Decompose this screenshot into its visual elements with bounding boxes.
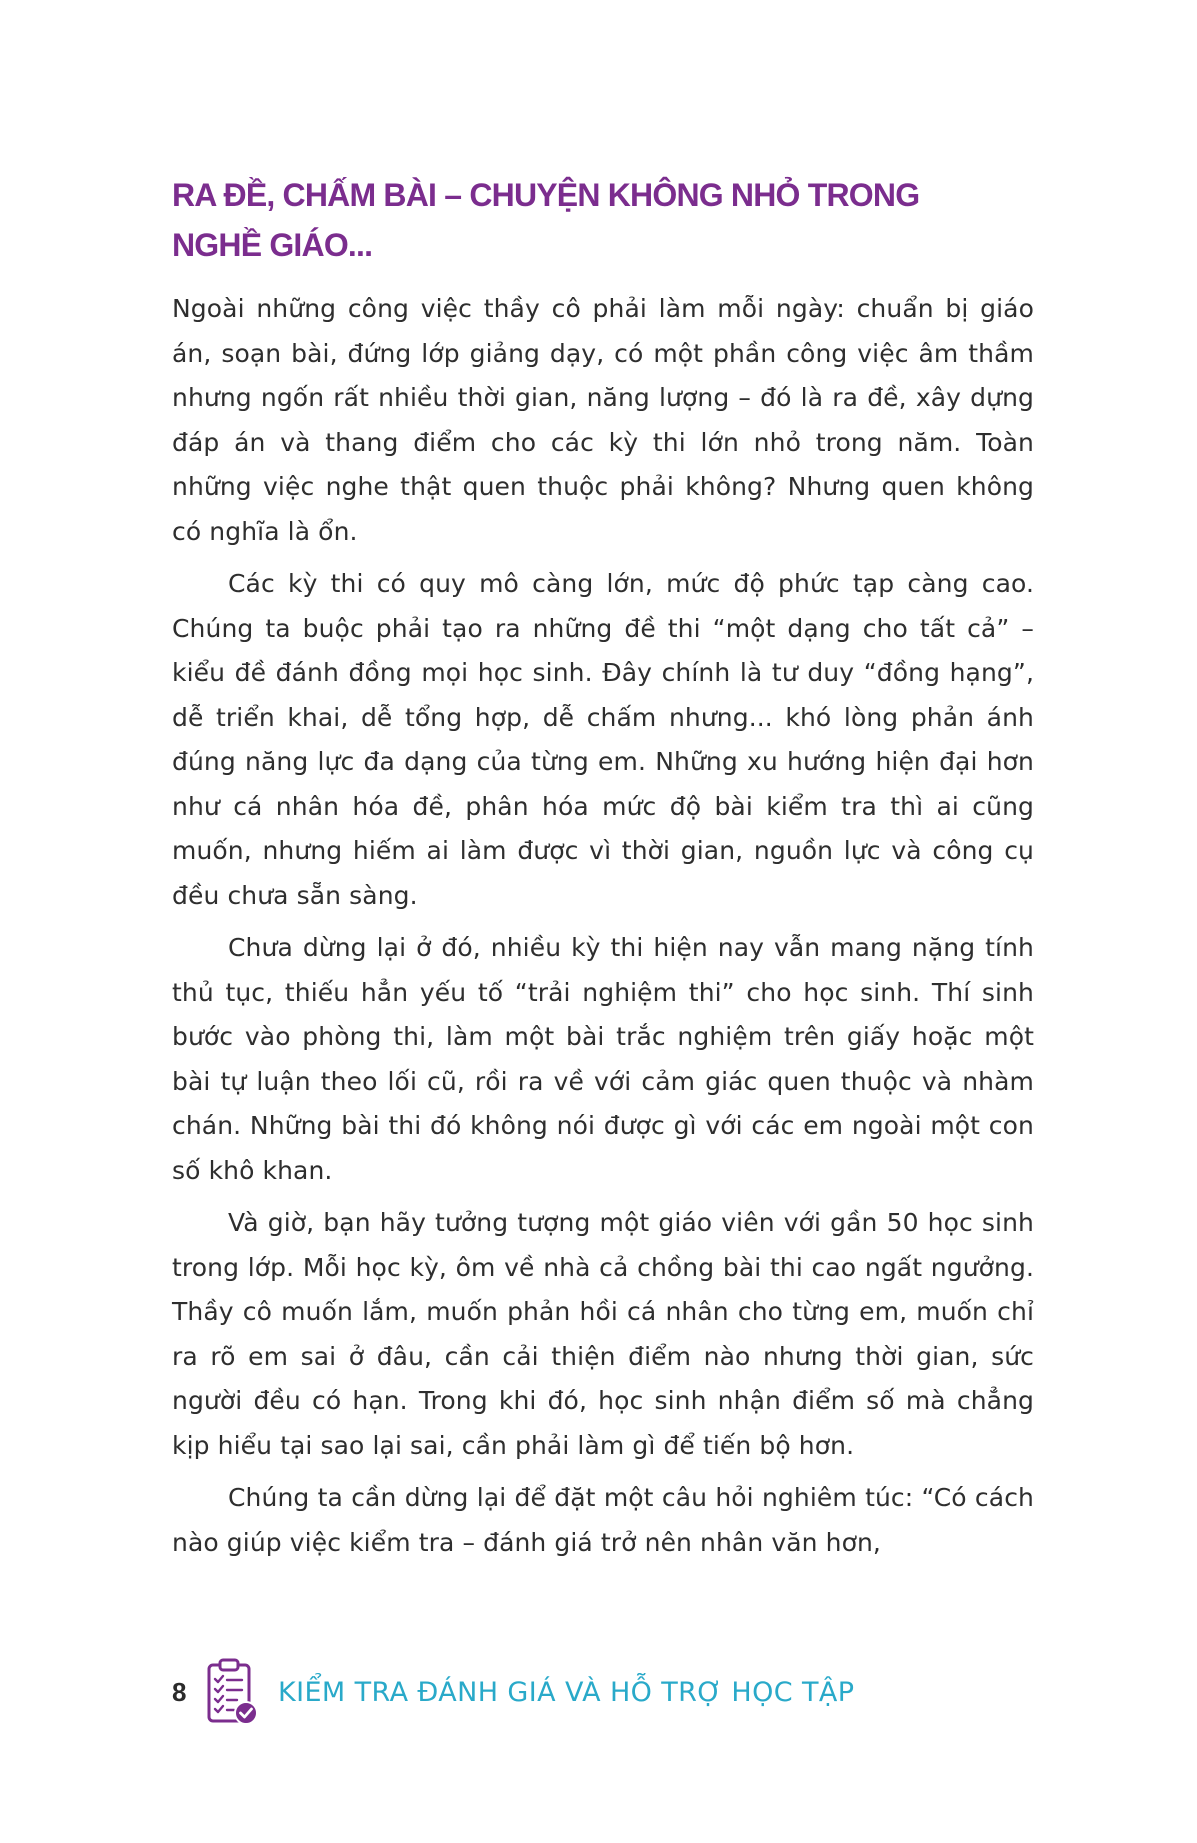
body-text — [172, 287, 1034, 1573]
section-heading — [172, 170, 1052, 270]
page-number: 8 — [172, 1676, 187, 1707]
paragraph-5: Chúng ta cần dừng lại để đặt một câu hỏi nghiêm túc: “Có cách nào giúp việc kiểm tra – đánh giá trở nên nhân văn hơn, — [172, 1483, 1034, 1557]
paragraph-3: Chưa dừng lại ở đó, nhiều kỳ thi hiện nay vẫn mang nặng tính thủ tục, thiếu hẳn yếu tố “trải nghiệm thi” cho học sinh. Thí sinh bước vào phòng thi, làm một bài trắc nghiệm trên giấy hoặc một bài tự luận theo lối cũ, rồi ra về với cảm giác quen thuộc và nhàm chán. Những bài thi đó không nói được gì với các em ngoài một con số khô khan. — [172, 933, 1034, 1185]
section-heading-line1: RA ĐỀ, CHẤM BÀI – CHUYỆN KHÔNG NHỎ TRONG — [172, 177, 920, 213]
book-title: KIỂM TRA ĐÁNH GIÁ VÀ HỖ TRỢ HỌC TẬP — [278, 1676, 855, 1708]
section-heading-line2: NGHỀ GIÁO... — [172, 227, 373, 263]
page-footer — [172, 1652, 854, 1732]
paragraph-2: Các kỳ thi có quy mô càng lớn, mức độ phức tạp càng cao. Chúng ta buộc phải tạo ra những đề thi “một dạng cho tất cả” – kiểu đề đánh đồng mọi học sinh. Đây chính là tư duy “đồng hạng”, dễ triển khai, dễ tổng hợp, dễ chấm nhưng... khó lòng phản ánh đúng năng lực đa dạng của từng em. Những xu hướng hiện đại hơn như cá nhân hóa đề, phân hóa mức độ bài kiểm tra thì ai cũng muốn, nhưng hiếm ai làm được vì thời gian, nguồn lực và công cụ đều chưa sẵn sàng. — [172, 569, 1034, 910]
clipboard-checklist-icon — [206, 1657, 258, 1727]
paragraph-1: Ngoài những công việc thầy cô phải làm mỗi ngày: chuẩn bị giáo án, soạn bài, đứng lớp giảng dạy, có một phần công việc âm thầm nhưng ngốn rất nhiều thời gian, năng lượng – đó là ra đề, xây dựng đáp án và thang điểm cho các kỳ thi lớn nhỏ trong năm. Toàn những việc nghe thật quen thuộc phải không? Nhưng quen không có nghĩa là ổn. — [172, 294, 1034, 546]
paragraph-4: Và giờ, bạn hãy tưởng tượng một giáo viên với gần 50 học sinh trong lớp. Mỗi học kỳ, ôm về nhà cả chồng bài thi cao ngất ngưởng. Thầy cô muốn lắm, muốn phản hồi cá nhân cho từng em, muốn chỉ ra rõ em sai ở đâu, cần cải thiện điểm nào nhưng thời gian, sức người đều có hạn. Trong khi đó, học sinh nhận điểm số mà chẳng kịp hiểu tại sao lại sai, cần phải làm gì để tiến bộ hơn. — [172, 1208, 1034, 1460]
